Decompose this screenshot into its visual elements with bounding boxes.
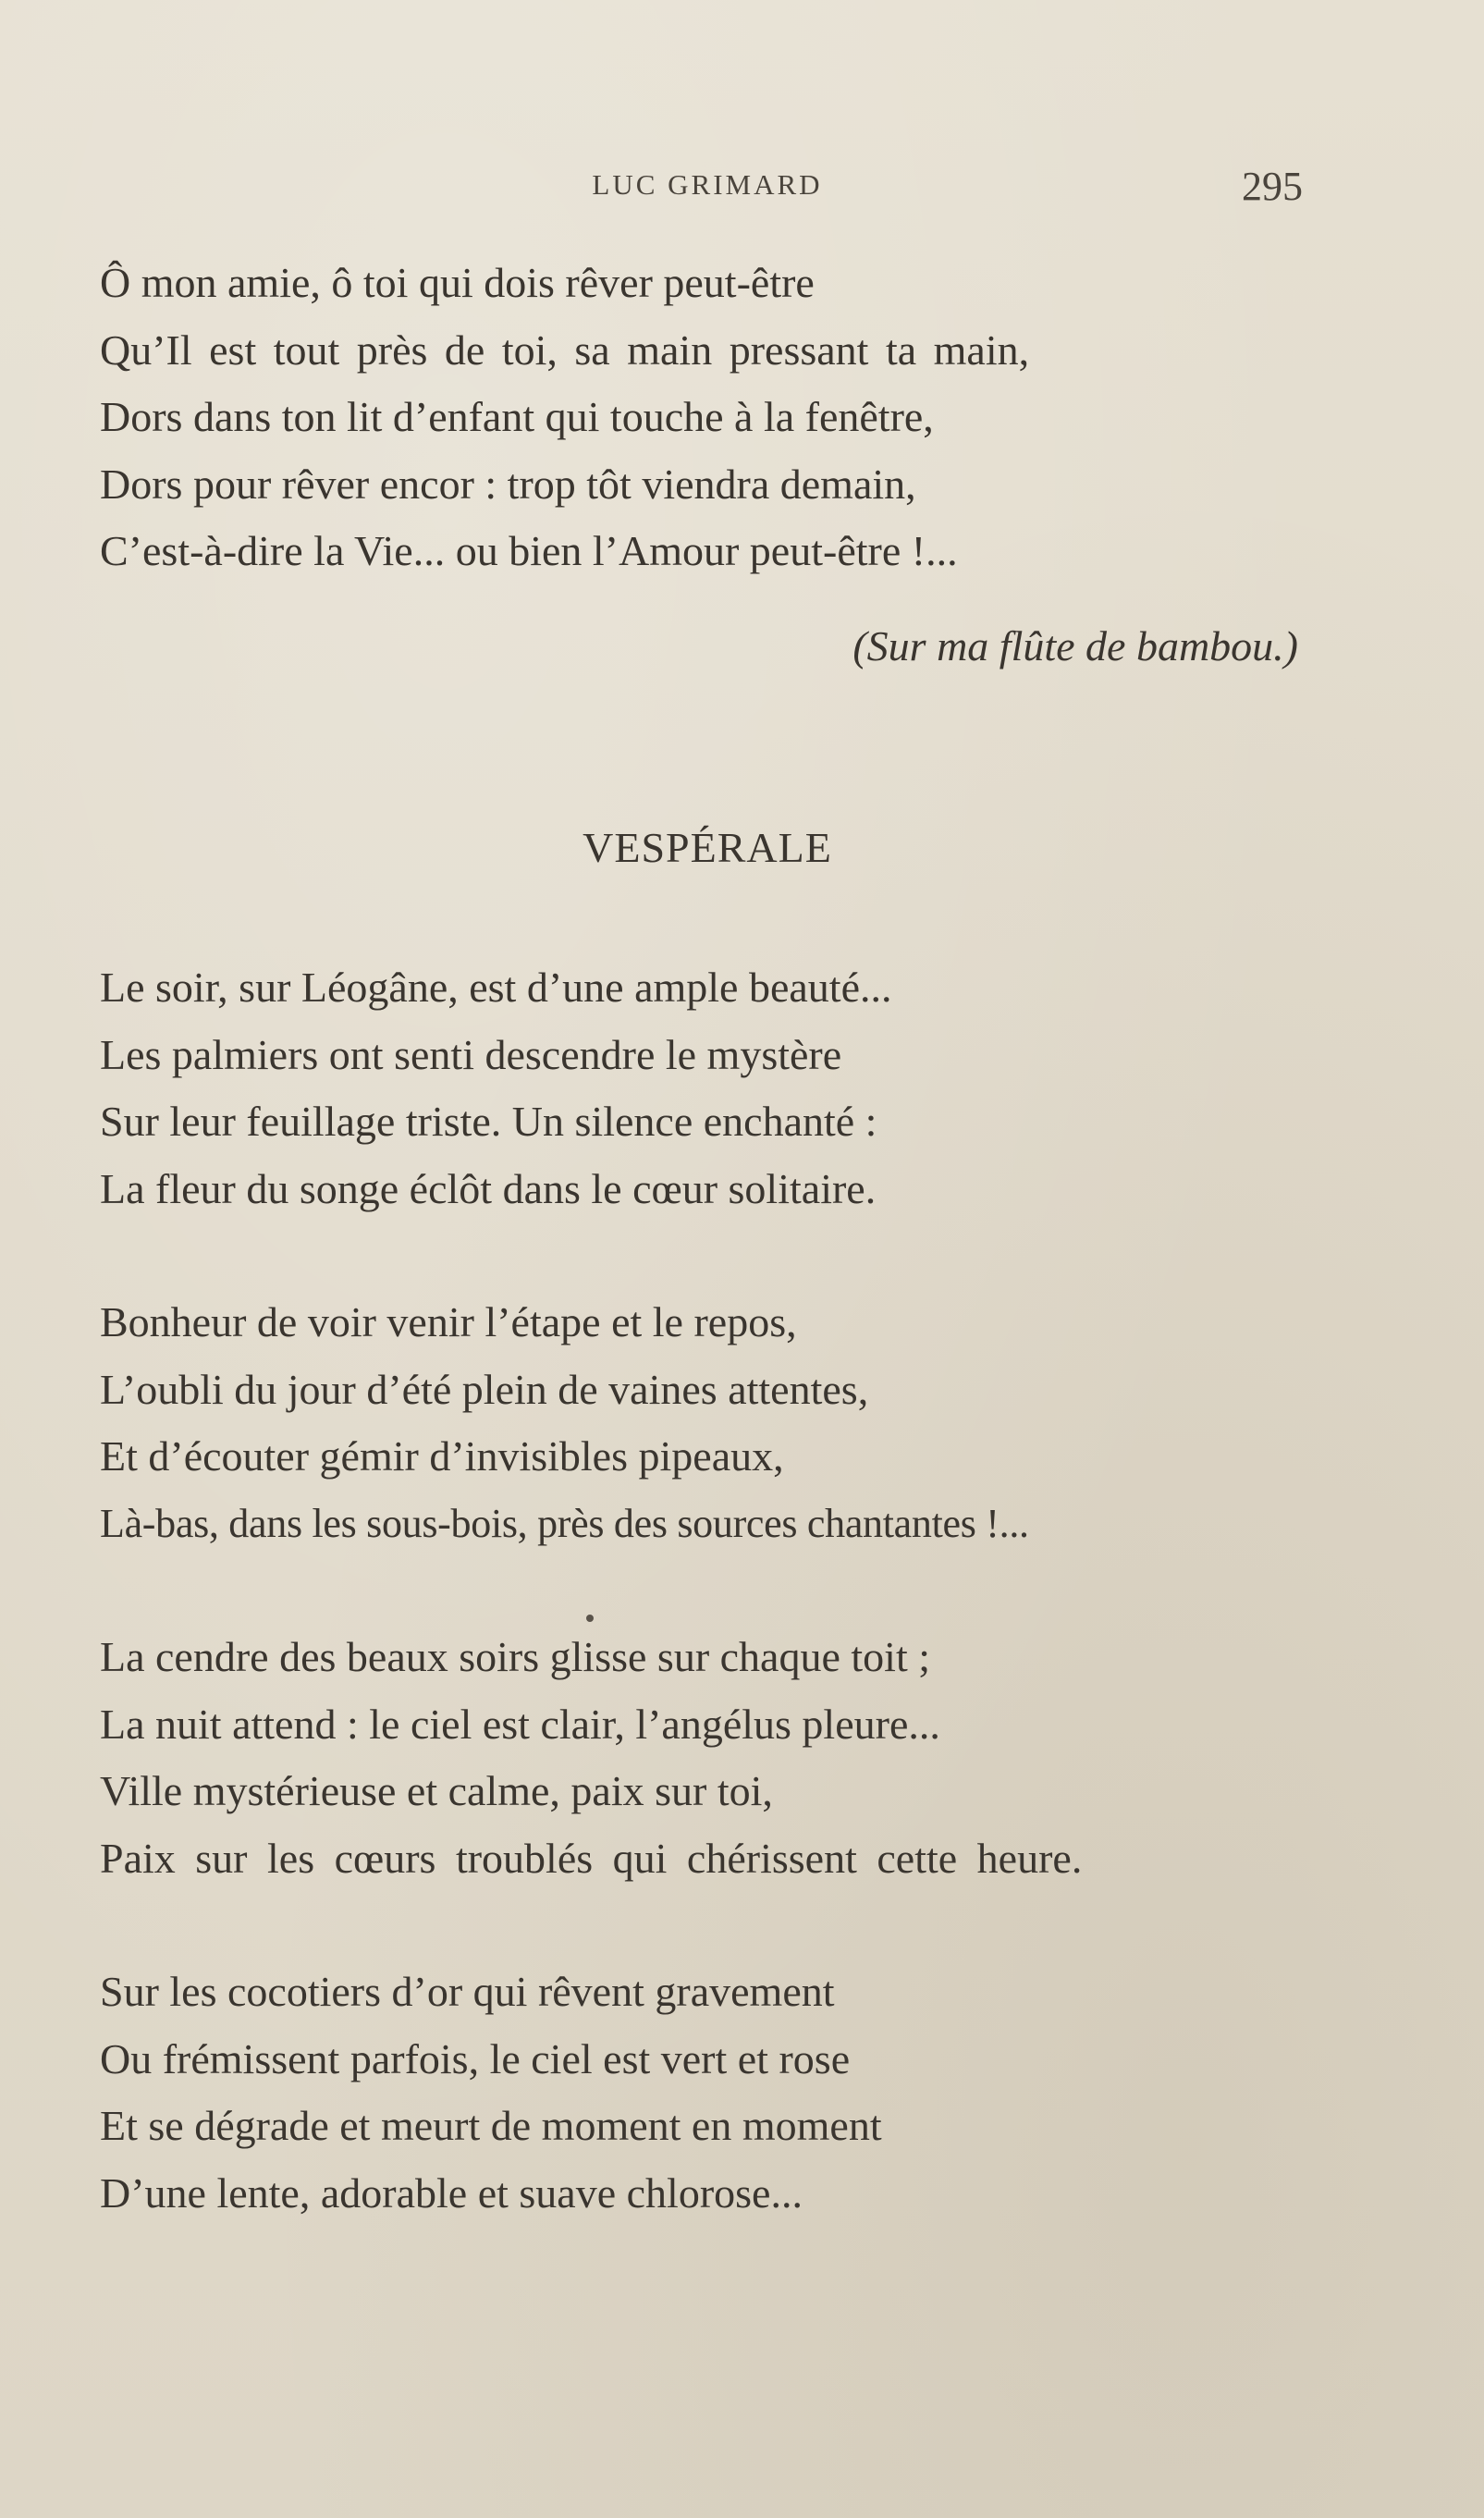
stanza — [100, 1959, 1357, 2227]
verse-line: Ô mon amie, ô toi qui dois rêver peut-être — [100, 259, 815, 306]
verse-line: Ville mystérieuse et calme, paix sur toi, — [100, 1767, 773, 1814]
verse-line: Bonheur de voir venir l’étape et le repos, — [100, 1298, 797, 1345]
verse-line: D’une lente, adorable et suave chlorose... — [100, 2168, 803, 2217]
verse-line: Les palmiers ont senti descendre le mystère — [100, 1030, 842, 1078]
verse-line: C’est-à-dire la Vie... ou bien l’Amour peut-être !... — [100, 527, 958, 574]
verse-line: Dors dans ton lit d’enfant qui touche à la fenêtre, — [100, 393, 934, 440]
verse-line: Le soir, sur Léogâne, est d’une ample beauté... — [100, 964, 892, 1011]
poem-title: VESPÉRALE — [583, 824, 832, 871]
stanza — [100, 1624, 1357, 1892]
verse-line: La nuit attend : le ciel est clair, l’angélus pleure... — [100, 1700, 940, 1748]
poem-source-attribution: (Sur ma flûte de bambou.) — [852, 622, 1298, 669]
verse-line: Paix sur les cœurs troublés qui chérissent cette heure. — [100, 1834, 1083, 1882]
verse-line: Dors pour rêver encor : trop tôt viendra demain, — [100, 460, 916, 508]
stanza — [100, 954, 1357, 1222]
stanza — [100, 1289, 1357, 1557]
verse-line: Et d’écouter gémir d’invisibles pipeaux, — [100, 1432, 784, 1480]
verse-line: Là-bas, dans les sous-bois, près des sources chantantes !... — [100, 1500, 1029, 1546]
verse-line: Et se dégrade et meurt de moment en moment — [100, 2102, 882, 2149]
verse-line: Sur leur feuillage triste. Un silence enchanté : — [100, 1098, 877, 1145]
verse-line: La cendre des beaux soirs glisse sur chaque toit ; — [100, 1633, 931, 1680]
verse-line: Sur les cocotiers d’or qui rêvent gravement — [100, 1968, 835, 2015]
page-number: 295 — [1242, 164, 1303, 209]
verse-line: Ou frémissent parfois, le ciel est vert et rose — [100, 2034, 851, 2082]
previous-poem-ending — [100, 250, 1357, 585]
stanza-dot-ornament — [586, 1615, 594, 1622]
running-head: LUC GRIMARD — [592, 168, 823, 201]
page-header — [0, 163, 1484, 209]
verse-line: L’oubli du jour d’été plein de vaines attentes, — [100, 1365, 869, 1413]
verse-line: La fleur du songe éclôt dans le cœur solitaire. — [100, 1164, 877, 1212]
verse-line: Qu’Il est tout près de toi, sa main pressant ta main, — [100, 325, 1030, 374]
